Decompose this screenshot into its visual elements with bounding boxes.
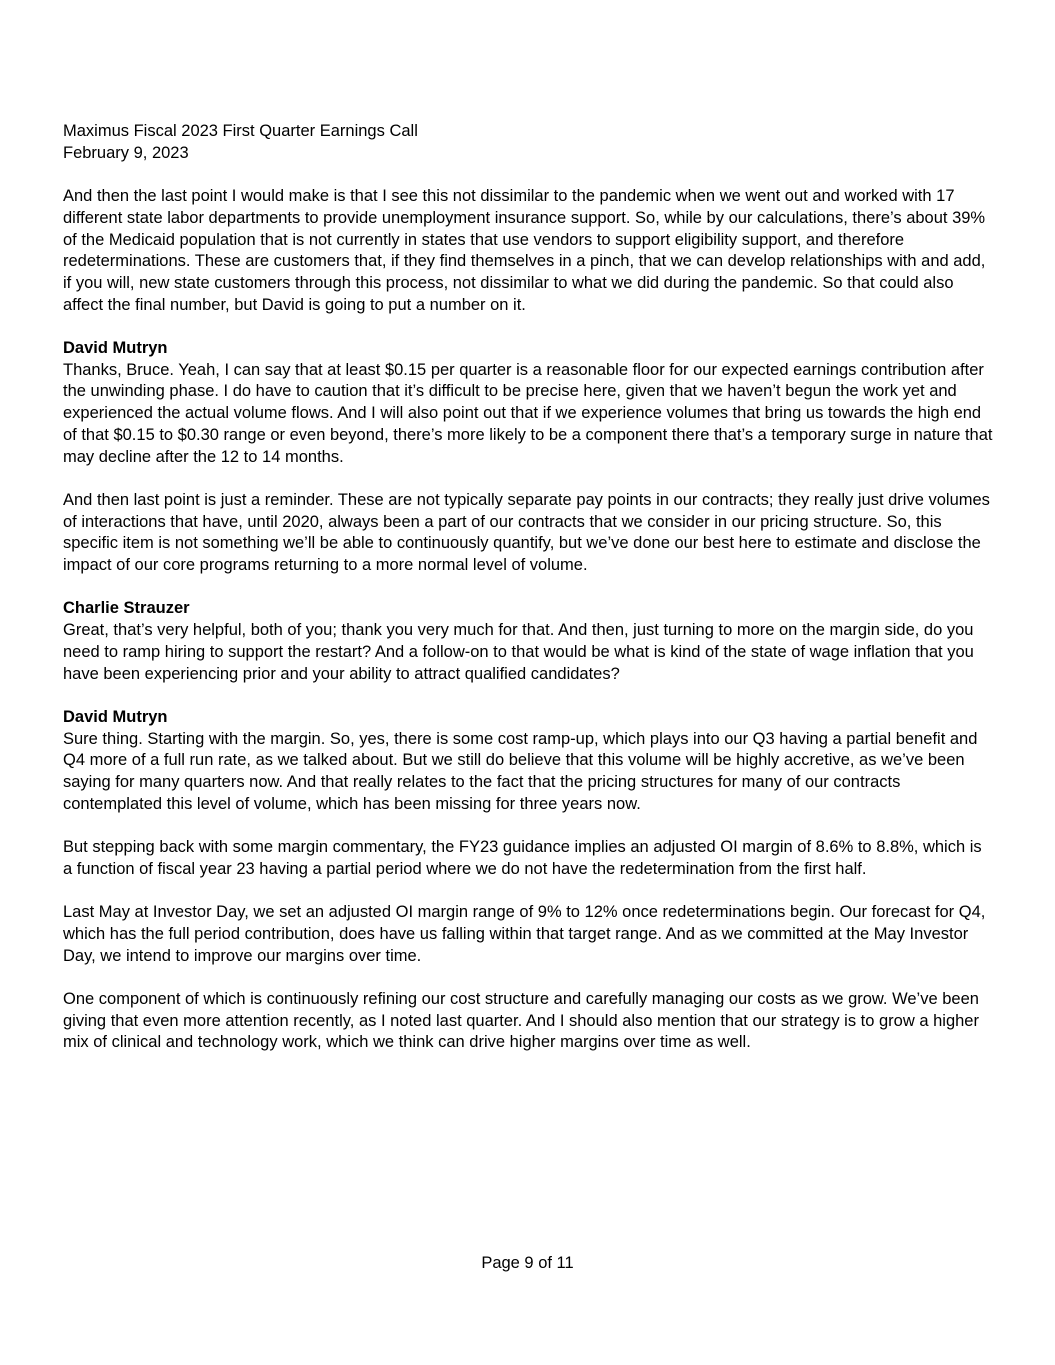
paragraph: Sure thing. Starting with the margin. So, yes, there is some cost ramp-up, which plays into our Q3 having a partial benefit and Q4 more of a full run rate, as we talked about. But we still do believe that this volume will be highly accretive, as we’ve been saying for many quarters now. And that really relates to the fact that the pricing structures for many of our contracts contemplated this level of volume, which has been missing for three years now. (63, 729, 982, 813)
paragraph: Thanks, Bruce. Yeah, I can say that at least $0.15 per quarter is a reasonable floor for our expected earnings contribution after the unwinding phase. I do have to caution that it’s difficult to be precise here, given that we haven’t begun the work yet and experienced the actual volume flows. And I will also point out that if we experience volumes that bring us towards the high end of that $0.15 to $0.30 range or even beyond, there’s more likely to be a component there that’s a temporary surge in nature that may decline after the 12 to 14 months. (63, 360, 998, 466)
speaker-name: David Mutryn (63, 339, 168, 357)
speaker-name: David Mutryn (63, 707, 168, 726)
paragraph: And then the last point I would make is that I see this not dissimilar to the pandemic when we went out and worked with 17 different state labor departments to provide unemployment insurance support. So, while by our calculations, there’s about 39% of the Medicaid population that is not currently in states that use vendors to support eligibility support, and therefore redeterminations. These are customers that, if they find themselves in a pinch, that we can develop relationships with and add, if you will, new state customers through this process, not dissimilar to what we did during the pandemic. So that could also affect the final number, but David is going to put a number on it. (63, 187, 990, 314)
document-header (63, 121, 994, 164)
document-date: February 9, 2023 (63, 143, 189, 162)
speaker-name: Charlie Strauzer (63, 599, 190, 618)
paragraph: Last May at Investor Day, we set an adjusted OI margin range of 9% to 12% once redeterminations begin. Our forecast for Q4, which has the full period contribution, does have us falling within that target range. And as we committed at the May Investor Day, we intend to improve our margins over time. (63, 903, 990, 965)
paragraph: Great, that’s very helpful, both of you; thank you very much for that. And then, just turning to more on the margin side, do you need to ramp hiring to support the restart? And a follow-on to that would be what is kind of the state of wage inflation that you have been experiencing prior and your ability to attract qualified candidates? (63, 621, 979, 683)
page-number-footer: Page 9 of 11 (481, 1254, 574, 1272)
paragraph: But stepping back with some margin commentary, the FY23 guidance implies an adjusted OI margin of 8.6% to 8.8%, which is a function of fiscal year 23 having a partial period where we do not have the redetermination from the first half. (63, 838, 987, 878)
paragraph: One component of which is continuously refining our cost structure and carefully managing our costs as we grow. We’ve been giving that even more attention recently, as I noted last quarter. And I should also mention that our strategy is to grow a higher mix of clinical and technology work, which we think can drive higher margins over time as well. (63, 990, 984, 1052)
document-page (63, 121, 998, 1076)
paragraph: And then last point is just a reminder. These are not typically separate pay points in our contracts; they really just drive volumes of interactions that have, until 2020, always been a part of our contracts that we consider in our pricing structure. So, this specific item is not something we’ll be able to continuously quantify, but we’ve done our best here to estimate and disclose the impact of our core programs returning to a more normal level of volume. (63, 490, 995, 575)
document-title: Maximus Fiscal 2023 First Quarter Earnings Call (63, 122, 418, 140)
